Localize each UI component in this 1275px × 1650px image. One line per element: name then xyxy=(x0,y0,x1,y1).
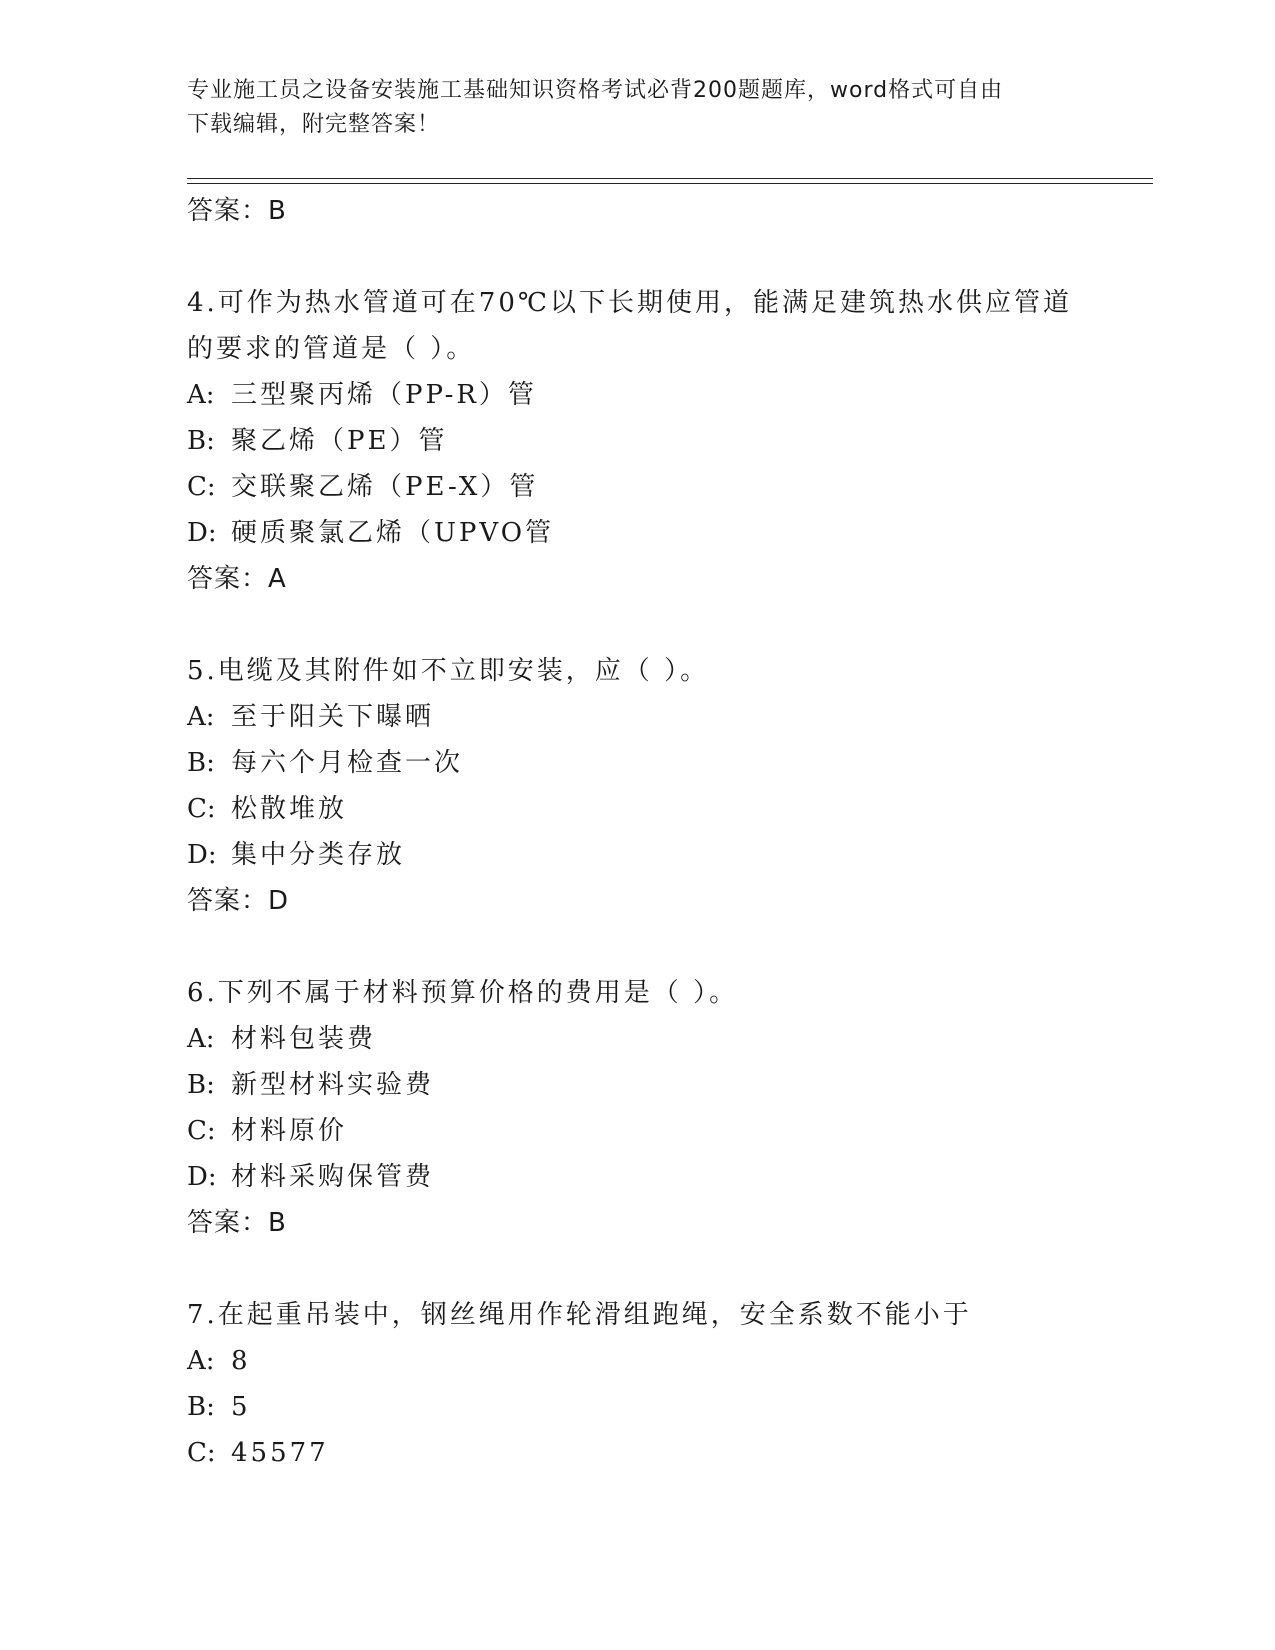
question-4-option-a xyxy=(187,372,1147,418)
option-letter: A: xyxy=(187,1346,215,1376)
option-letter: A: xyxy=(187,380,215,410)
question-6-option-a xyxy=(187,1016,1147,1062)
option-letter: C: xyxy=(187,472,216,502)
question-6-stem-line-1: 6.下列不属于材料预算价格的费用是（ ）。 xyxy=(187,978,739,1008)
option-letter: A: xyxy=(187,1024,215,1054)
question-6-option-b xyxy=(187,1062,1147,1108)
option-text: 硬质聚氯乙烯（UPVO管 xyxy=(231,518,555,548)
question-7 xyxy=(187,1292,1147,1476)
option-text: 松散堆放 xyxy=(231,794,348,824)
option-text: 5 xyxy=(231,1392,251,1422)
option-text: 材料原价 xyxy=(231,1116,348,1146)
question-5-option-c xyxy=(187,786,1147,832)
question-6 xyxy=(187,970,1147,1246)
question-6-option-c xyxy=(187,1108,1147,1154)
option-letter: D: xyxy=(187,518,217,548)
option-text: 交联聚乙烯（PE-X）管 xyxy=(231,472,539,502)
option-text: 材料采购保管费 xyxy=(231,1162,435,1192)
option-letter: D: xyxy=(187,840,217,870)
question-4-option-b xyxy=(187,418,1147,464)
option-text: 每六个月检查一次 xyxy=(231,748,464,778)
question-4 xyxy=(187,280,1147,602)
document-header xyxy=(187,74,1067,142)
option-text: 三型聚丙烯（PP-R）管 xyxy=(231,380,537,410)
question-6-option-d xyxy=(187,1154,1147,1200)
header-line-2: 下载编辑，附完整答案！ xyxy=(187,112,441,137)
option-text: 材料包装费 xyxy=(231,1024,377,1054)
question-5-answer: 答案：D xyxy=(187,886,290,916)
option-letter: B: xyxy=(187,426,215,456)
question-7-stem-line-1: 7.在起重吊装中，钢丝绳用作轮滑组跑绳，安全系数不能小于 xyxy=(187,1300,972,1330)
option-text: 45577 xyxy=(231,1438,329,1468)
option-text: 新型材料实验费 xyxy=(231,1070,435,1100)
question-list xyxy=(187,188,1147,1476)
question-5-stem-line-1: 5.电缆及其附件如不立即安装，应（ ）。 xyxy=(187,656,710,686)
header-divider-bottom xyxy=(187,183,1153,184)
question-6-answer: 答案：B xyxy=(187,1208,287,1238)
question-4-stem-line-1: 4.可作为热水管道可在70℃以下长期使用，能满足建筑热水供应管道 xyxy=(187,288,1072,318)
option-letter: D: xyxy=(187,1162,217,1192)
header-line-1: 专业施工员之设备安装施工基础知识资格考试必背200题题库，word格式可自由 xyxy=(187,78,1004,103)
question-4-option-d xyxy=(187,510,1147,556)
question-5-option-d xyxy=(187,832,1147,878)
option-letter: C: xyxy=(187,794,216,824)
option-text: 8 xyxy=(231,1346,251,1376)
question-4-option-c xyxy=(187,464,1147,510)
question-7-option-b xyxy=(187,1384,1147,1430)
option-letter: C: xyxy=(187,1116,216,1146)
question-4-stem-line-2: 的要求的管道是（ ）。 xyxy=(187,334,476,364)
question-7-option-c xyxy=(187,1430,1147,1476)
previous-answer: 答案：B xyxy=(187,196,287,226)
option-letter: B: xyxy=(187,748,215,778)
question-5 xyxy=(187,648,1147,924)
question-4-answer: 答案：A xyxy=(187,564,287,594)
question-5-option-a xyxy=(187,694,1147,740)
option-text: 集中分类存放 xyxy=(231,840,406,870)
option-letter: C: xyxy=(187,1438,216,1468)
option-letter: B: xyxy=(187,1070,215,1100)
header-divider-top xyxy=(187,178,1153,179)
option-text: 聚乙烯（PE）管 xyxy=(231,426,448,456)
question-7-option-a xyxy=(187,1338,1147,1384)
option-letter: B: xyxy=(187,1392,215,1422)
option-letter: A: xyxy=(187,702,215,732)
question-5-option-b xyxy=(187,740,1147,786)
option-text: 至于阳关下曝晒 xyxy=(231,702,435,732)
